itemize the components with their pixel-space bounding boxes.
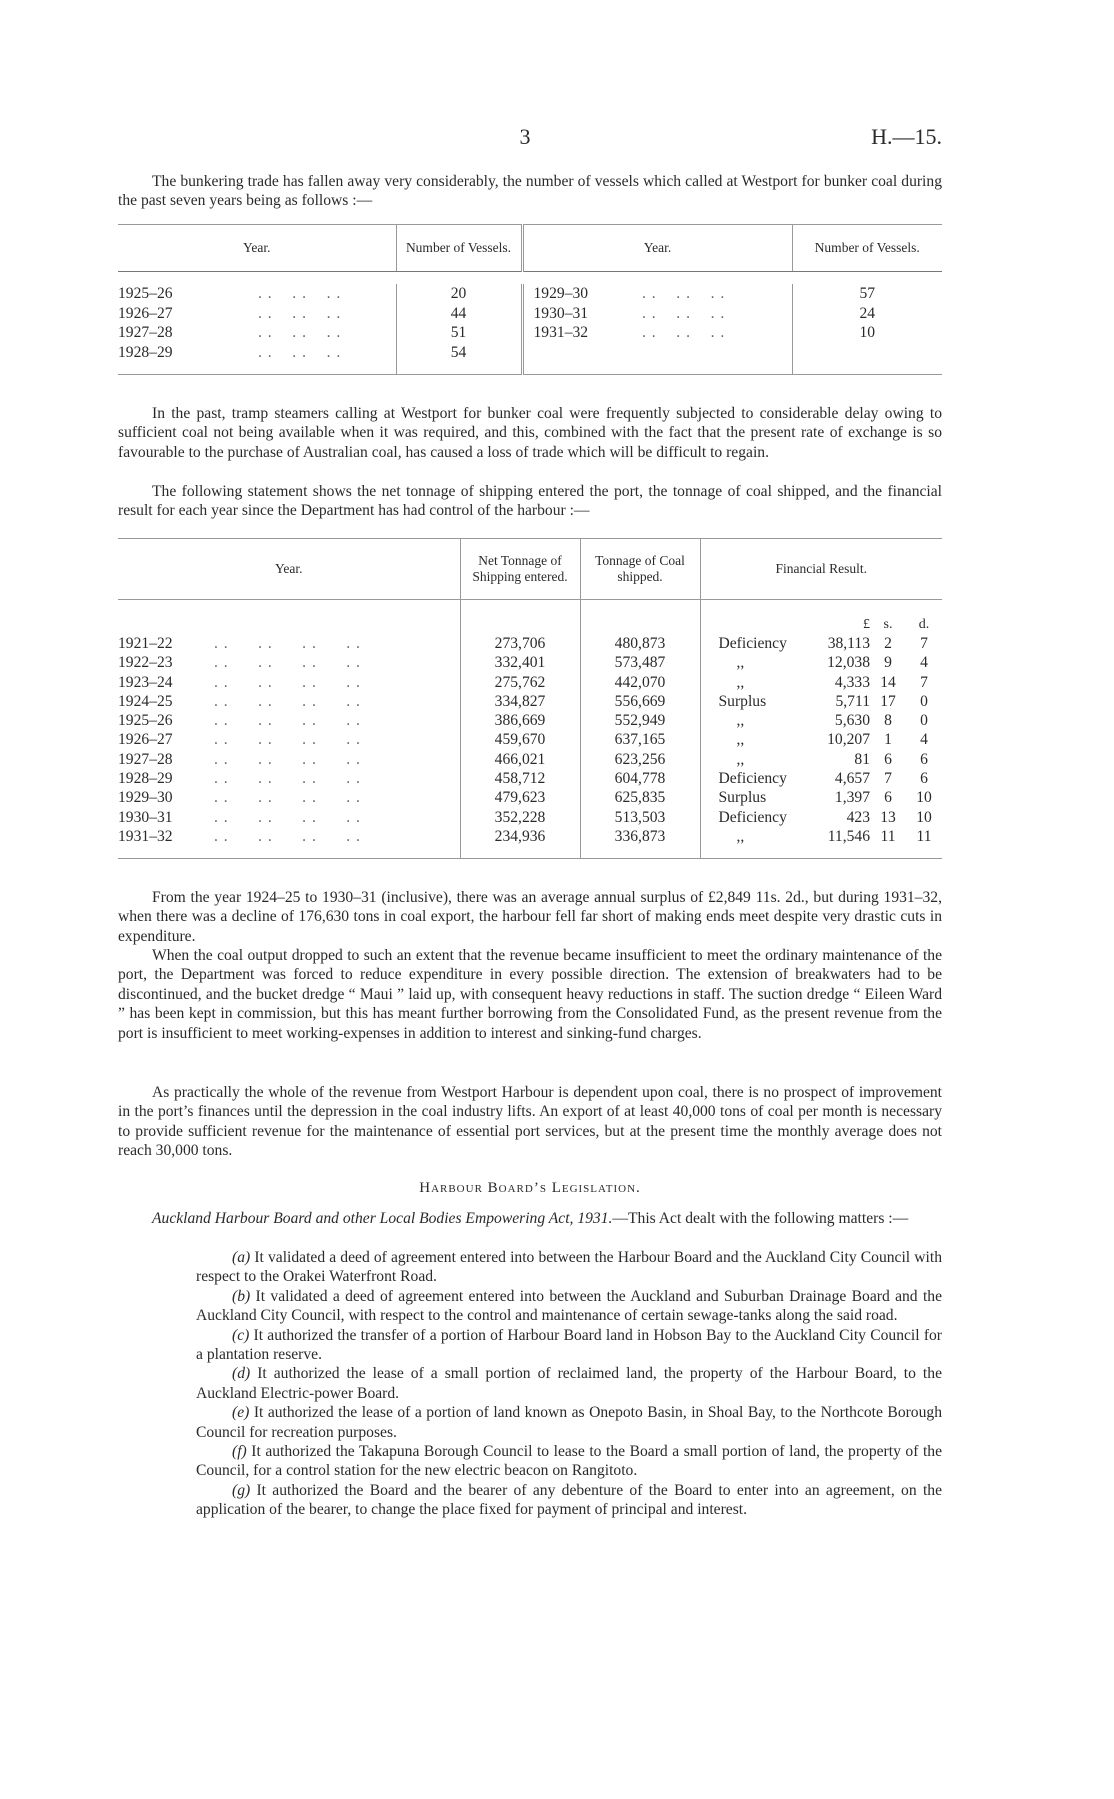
table-row: 1931–32 . . . . . . . . 234,936 336,873 ,, 11,546 11 11 bbox=[118, 827, 942, 846]
section-heading: Harbour Board’s Legislation. bbox=[419, 1180, 641, 1196]
tonnage-table bbox=[118, 538, 942, 859]
year-cell: 1930–31 bbox=[118, 808, 173, 826]
shillings-unit: s. bbox=[883, 616, 893, 632]
year-cell: 1923–24 bbox=[118, 673, 173, 691]
coal-tonnage-cell: 552,949 bbox=[580, 711, 700, 730]
shillings-cell: 8 bbox=[884, 712, 892, 730]
pence-cell: 0 bbox=[920, 712, 928, 730]
pounds-cell: 423 bbox=[846, 808, 870, 826]
list-item bbox=[196, 1326, 942, 1365]
shillings-cell: 7 bbox=[884, 770, 892, 788]
table-row: 1926–27 . . . . . . . . 459,670 637,165 ,, 10,207 1 4 bbox=[118, 730, 942, 749]
count-cell: 24 bbox=[792, 304, 942, 324]
table-row: 1925–26 . . . . . . . . 386,669 552,949 ,, 5,630 8 0 bbox=[118, 711, 942, 730]
table-row: 1927–28 . . . . . . 51 1931–32 . . . . . . 10 bbox=[118, 323, 942, 343]
net-tonnage-cell: 386,669 bbox=[460, 711, 580, 730]
net-tonnage-cell: 334,827 bbox=[460, 692, 580, 711]
coal-tonnage-cell: 573,487 bbox=[580, 653, 700, 672]
pounds-cell: 38,113 bbox=[827, 635, 870, 652]
net-tonnage-cell: 459,670 bbox=[460, 730, 580, 749]
pence-cell: 7 bbox=[920, 635, 928, 652]
vessels-year-header-right: Year. bbox=[522, 225, 792, 272]
item-label: (b) bbox=[232, 1287, 251, 1305]
pounds-cell: 5,630 bbox=[834, 712, 870, 730]
coal-tonnage-cell: 637,165 bbox=[580, 730, 700, 749]
pence-cell: 6 bbox=[920, 770, 928, 788]
year-cell: 1929–30 bbox=[522, 284, 642, 304]
result-cell: ,, bbox=[700, 711, 800, 730]
net-tonnage-cell: 234,936 bbox=[460, 827, 580, 846]
pence-cell: 6 bbox=[920, 750, 928, 768]
net-tonnage-cell: 332,401 bbox=[460, 653, 580, 672]
shillings-cell: 17 bbox=[880, 692, 896, 710]
shillings-cell: 2 bbox=[884, 635, 892, 652]
table-row: 1924–25 . . . . . . . . 334,827 556,669 Surplus 5,711 17 0 bbox=[118, 692, 942, 711]
page-number: 3 bbox=[519, 124, 531, 149]
revenue-paragraph: As practically the whole of the revenue from Westport Harbour is dependent upon coal, there is no prospect of improvement in the port’s finances until the depression in the coal industry lifts. An export of at least 40,000 tons of coal per month is necessary to provide sufficient revenue for the maintenance of essential port services, but at the present time the monthly average does not reach 30,000 tons. bbox=[118, 1084, 942, 1160]
coal-tonnage-cell: 442,070 bbox=[580, 673, 700, 692]
table-row: 1925–26 . . . . . . 20 1929–30 . . . . . . 57 bbox=[118, 284, 942, 304]
coal-tonnage-cell: 480,873 bbox=[580, 634, 700, 653]
statement-paragraph: The following statement shows the net tonnage of shipping entered the port, the tonnage of coal shipped, and the financial result for each year since the Department has had control of the harbour :— bbox=[118, 483, 942, 520]
pounds-cell: 1,397 bbox=[834, 789, 870, 807]
item-label: (d) bbox=[232, 1365, 251, 1383]
vessels-table bbox=[118, 224, 942, 375]
table-row: 1927–28 . . . . . . . . 466,021 623,256 ,, 81 6 6 bbox=[118, 750, 942, 769]
vessels-count-header: Number of Vessels. bbox=[396, 225, 522, 272]
coal-tonnage-cell: 625,835 bbox=[580, 788, 700, 807]
result-cell: Surplus bbox=[700, 692, 800, 711]
year-cell: 1927–28 bbox=[118, 324, 173, 341]
count-cell: 10 bbox=[792, 323, 942, 343]
item-text: It authorized the transfer of a portion of Harbour Board land in Hobson Bay to the Auckland City Council for a plantation reserve. bbox=[196, 1326, 942, 1364]
list-item bbox=[196, 1442, 942, 1481]
item-label: (c) bbox=[232, 1326, 250, 1344]
coal-tonnage-cell: 556,669 bbox=[580, 692, 700, 711]
result-cell: ,, bbox=[700, 750, 800, 769]
table-row: 1928–29 . . . . . . 54 bbox=[118, 343, 942, 363]
result-cell: ,, bbox=[700, 730, 800, 749]
coal-tonnage-cell: 513,503 bbox=[580, 808, 700, 827]
result-cell: ,, bbox=[700, 653, 800, 672]
year-cell: 1928–29 bbox=[118, 770, 173, 788]
item-label: (g) bbox=[232, 1481, 251, 1499]
shillings-cell: 14 bbox=[880, 673, 896, 691]
surplus-paragraph: From the year 1924–25 to 1930–31 (inclusive), there was an average annual surplus of £2,849 11s. 2d., but during 1931–32, when there was a decline of 176,630 tons in coal export, the harbour fell far short of making ends meet despite very drastic cuts in expenditure. bbox=[118, 889, 942, 945]
financial-result-header: Financial Result. bbox=[700, 539, 942, 600]
net-tonnage-header: Net Tonnage of Shipping entered. bbox=[460, 539, 580, 600]
list-item bbox=[196, 1481, 942, 1520]
year-cell: 1925–26 bbox=[118, 285, 173, 302]
list-item bbox=[196, 1248, 942, 1287]
shillings-cell: 6 bbox=[884, 750, 892, 768]
result-cell: Deficiency bbox=[700, 808, 800, 827]
tonnage-year-header: Year. bbox=[118, 539, 460, 600]
net-tonnage-cell: 273,706 bbox=[460, 634, 580, 653]
pence-cell: 10 bbox=[916, 808, 932, 826]
pence-cell: 10 bbox=[916, 789, 932, 807]
year-cell: 1926–27 bbox=[118, 304, 173, 322]
coal-tonnage-cell: 336,873 bbox=[580, 827, 700, 846]
item-text: It authorized the lease of a small portion of reclaimed land, the property of the Harbour Board, to the Auckland Electric-power Board. bbox=[196, 1365, 942, 1402]
list-item bbox=[196, 1403, 942, 1442]
table-row: 1930–31 . . . . . . . . 352,228 513,503 Deficiency 423 13 10 bbox=[118, 808, 942, 827]
pounds-cell: 10,207 bbox=[827, 731, 870, 749]
net-tonnage-cell: 275,762 bbox=[460, 673, 580, 692]
item-text: It authorized the Board and the bearer of any debenture of the Board to enter into an agreement, on the application of the bearer, to change the place fixed for payment of principal and interest. bbox=[196, 1481, 942, 1519]
year-cell: 1922–23 bbox=[118, 654, 173, 672]
tramp-steamers-paragraph: In the past, tramp steamers calling at Westport for bunker coal were frequently subjected to considerable delay owing to sufficient coal not being available when it was required, and this, combined with the fact that the present rate of exchange is so favourable to the purchase of Australian coal, has caused a loss of trade which will be difficult to regain. bbox=[118, 405, 942, 461]
table-row: 1922–23 . . . . . . . . 332,401 573,487 ,, 12,038 9 4 bbox=[118, 653, 942, 672]
shillings-cell: 6 bbox=[884, 789, 892, 807]
pence-cell: 7 bbox=[920, 673, 928, 691]
coal-tonnage-cell: 623,256 bbox=[580, 750, 700, 769]
act-intro: —This Act dealt with the following matters :— bbox=[612, 1210, 909, 1227]
item-label: (e) bbox=[232, 1404, 250, 1422]
pence-cell: 4 bbox=[920, 731, 928, 749]
pence-unit: d. bbox=[918, 616, 930, 632]
count-cell: 44 bbox=[396, 304, 522, 324]
result-cell: Deficiency bbox=[700, 769, 800, 788]
pounds-unit: £ bbox=[863, 616, 870, 632]
pounds-cell: 4,333 bbox=[834, 673, 870, 691]
shillings-cell: 11 bbox=[880, 827, 896, 845]
pounds-cell: 4,657 bbox=[834, 770, 870, 788]
year-cell: 1924–25 bbox=[118, 692, 173, 710]
shillings-cell: 9 bbox=[884, 654, 892, 672]
shillings-cell: 1 bbox=[884, 731, 892, 749]
year-cell: 1931–32 bbox=[118, 827, 173, 845]
vessels-count-header-right: Number of Vessels. bbox=[792, 225, 942, 272]
item-text: It validated a deed of agreement entered into between the Harbour Board and the Auckland City Council with respect to the Orakei Waterfront Road. bbox=[196, 1249, 942, 1286]
net-tonnage-cell: 479,623 bbox=[460, 788, 580, 807]
pounds-cell: 12,038 bbox=[827, 654, 870, 672]
result-cell: ,, bbox=[700, 827, 800, 846]
list-item bbox=[196, 1364, 942, 1403]
vessels-year-header: Year. bbox=[118, 225, 396, 272]
result-cell: ,, bbox=[700, 673, 800, 692]
count-cell: 51 bbox=[396, 323, 522, 343]
item-text: It validated a deed of agreement entered into between the Auckland and Suburban Drainage Board and the Auckland City Council, with respect to the control and maintenance of certain sewage-tanks along the said road. bbox=[196, 1287, 942, 1325]
pounds-cell: 81 bbox=[854, 750, 870, 768]
act-paragraph bbox=[118, 1209, 942, 1228]
year-cell: 1926–27 bbox=[118, 731, 173, 749]
item-label: (a) bbox=[232, 1249, 251, 1266]
result-cell: Surplus bbox=[700, 788, 800, 807]
net-tonnage-cell: 352,228 bbox=[460, 808, 580, 827]
pence-cell: 11 bbox=[916, 827, 932, 845]
coal-tonnage-cell: 604,778 bbox=[580, 769, 700, 788]
coal-tonnage-header: Tonnage of Coal shipped. bbox=[580, 539, 700, 600]
act-title: Auckland Harbour Board and other Local Bodies Empowering Act, 1931. bbox=[152, 1210, 613, 1227]
shillings-cell: 13 bbox=[880, 808, 896, 826]
year-cell: 1921–22 bbox=[118, 635, 173, 652]
table-row: 1921–22 . . . . . . . . 273,706 480,873 Deficiency 38,113 2 7 bbox=[118, 634, 942, 653]
year-cell: 1928–29 bbox=[118, 343, 173, 361]
item-text: It authorized the Takapuna Borough Council to lease to the Board a small portion of land, the property of the Council, for a control station for the new electric beacon on Rangitoto. bbox=[196, 1443, 942, 1480]
table-row: 1928–29 . . . . . . . . 458,712 604,778 Deficiency 4,657 7 6 bbox=[118, 769, 942, 788]
table-row: 1923–24 . . . . . . . . 275,762 442,070 ,, 4,333 14 7 bbox=[118, 673, 942, 692]
net-tonnage-cell: 466,021 bbox=[460, 750, 580, 769]
table-row: 1929–30 . . . . . . . . 479,623 625,835 Surplus 1,397 6 10 bbox=[118, 788, 942, 807]
count-cell: 57 bbox=[792, 284, 942, 304]
net-tonnage-cell: 458,712 bbox=[460, 769, 580, 788]
pounds-cell: 5,711 bbox=[835, 692, 870, 710]
year-cell: 1927–28 bbox=[118, 750, 173, 768]
year-cell: 1931–32 bbox=[522, 323, 642, 343]
coal-output-paragraph: When the coal output dropped to such an extent that the revenue became insufficient to meet the ordinary maintenance of the port, the Department was forced to reduce expenditure in every possible direction. The extension of breakwaters had to be discontinued, and the bucket dredge “ Maui ” laid up, with consequent heavy reductions in staff. The suction dredge “ Eileen Ward ” has been kept in commission, but this has meant further borrowing from the Consolidated Fund, as the present revenue from the port is insufficient to meet working-expenses in addition to interest and sinking-fund charges. bbox=[118, 947, 942, 1042]
table-row: 1926–27 . . . . . . 44 1930–31 . . . . . . 24 bbox=[118, 304, 942, 324]
act-matters-list bbox=[118, 1248, 942, 1520]
result-cell: Deficiency bbox=[700, 634, 800, 653]
count-cell: 54 bbox=[396, 343, 522, 363]
count-cell: 20 bbox=[396, 284, 522, 304]
pence-cell: 0 bbox=[920, 692, 928, 710]
pence-cell: 4 bbox=[920, 654, 928, 672]
list-item bbox=[196, 1287, 942, 1326]
document-reference: H.—15. bbox=[871, 124, 942, 149]
year-cell: 1930–31 bbox=[522, 304, 642, 324]
item-label: (f) bbox=[232, 1443, 247, 1461]
year-cell: 1925–26 bbox=[118, 712, 173, 730]
pounds-cell: 11,546 bbox=[827, 827, 870, 845]
intro-paragraph: The bunkering trade has fallen away very considerably, the number of vessels which called at Westport for bunker coal during the past seven years being as follows :— bbox=[118, 173, 942, 210]
item-text: It authorized the lease of a portion of land known as Onepoto Basin, in Shoal Bay, to the Northcote Borough Council for recreation purposes. bbox=[196, 1404, 942, 1441]
year-cell: 1929–30 bbox=[118, 789, 173, 807]
